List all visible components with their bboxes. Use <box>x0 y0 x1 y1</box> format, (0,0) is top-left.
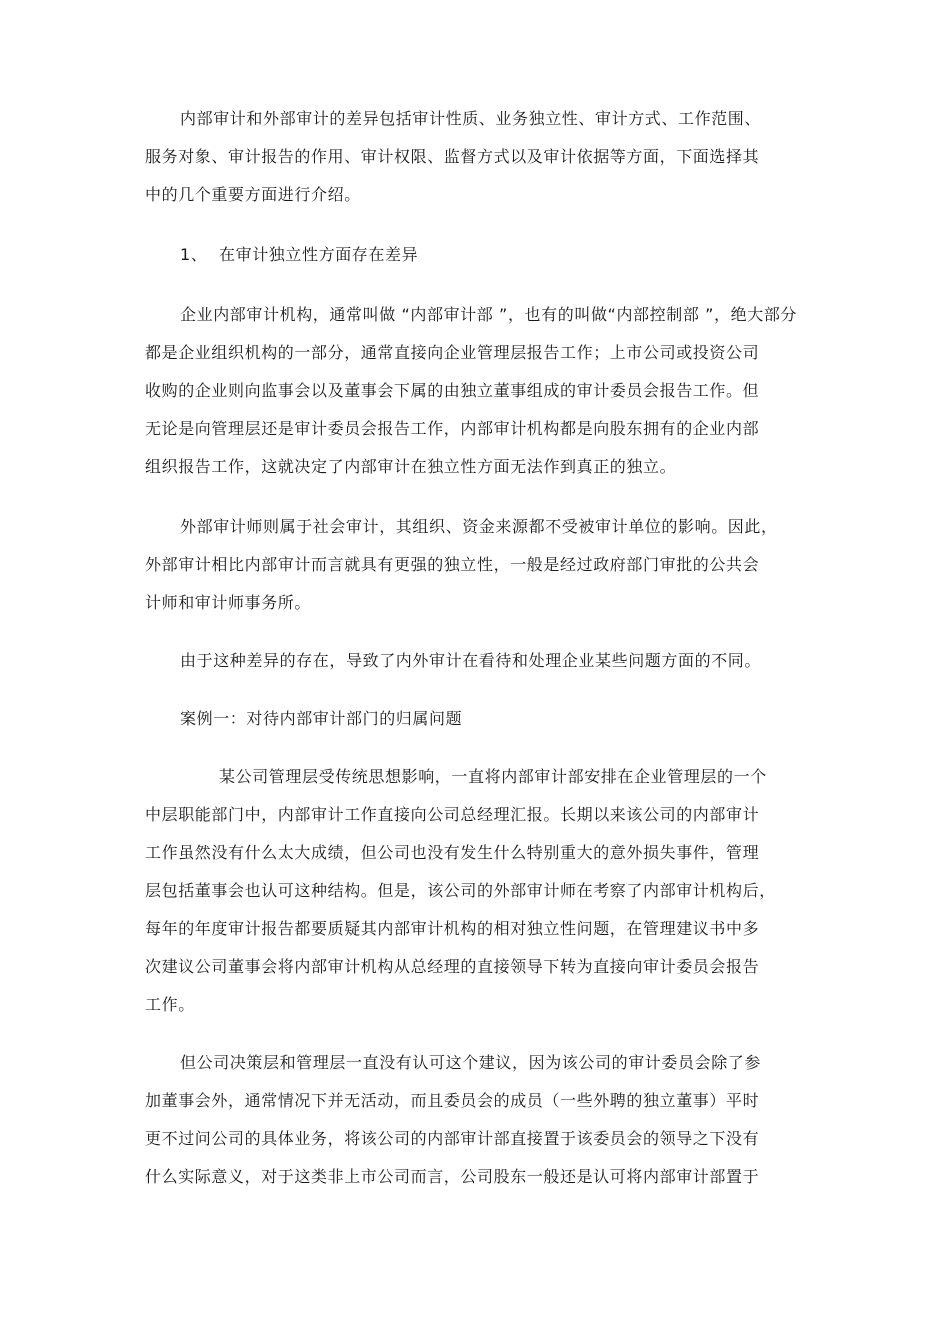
paragraph-line: 加董事会外，通常情况下并无活动，而且委员会的成员（一些外聘的独立董事）平时 <box>145 1091 760 1110</box>
paragraph-line: 每年的年度审计报告都要质疑其内部审计机构的相对独立性问题，在管理建议书中多 <box>145 919 760 938</box>
paragraph-line: 计师和审计师事务所。 <box>145 593 312 612</box>
case-heading: 案例一：对待内部审计部门的归属问题 <box>180 709 463 728</box>
paragraph-line: 外部审计相比内部审计而言就具有更强的独立性，一般是经过政府部门审批的公共会 <box>145 555 760 574</box>
paragraph-line: 企业内部审计机构，通常叫做 “内部审计部 ”，也有的叫做“内部控制部 ”，绝大部分 <box>180 305 798 324</box>
section-heading: 在审计独立性方面存在差异 <box>219 245 419 264</box>
paragraph-line: 层包括董事会也认可这种结构。但是，该公司的外部审计师在考察了内部审计机构后， <box>145 881 776 900</box>
paragraph-line: 工作虽然没有什么太大成绩，但公司也没有发生什么特别重大的意外损失事件，管理 <box>145 843 760 862</box>
paragraph-line: 中层职能部门中，内部审计工作直接向公司总经理汇报。长期以来该公司的内部审计 <box>145 805 760 824</box>
paragraph-line: 但公司决策层和管理层一直没有认可这个建议，因为该公司的审计委员会除了参 <box>180 1053 762 1072</box>
paragraph-line: 都是企业组织机构的一部分，通常直接向企业管理层报告工作；上市公司或投资公司 <box>145 343 760 362</box>
paragraph-line: 由于这种差异的存在，导致了内外审计在看待和处理企业某些问题方面的不同。 <box>180 651 762 670</box>
paragraph-line: 更不过问公司的具体业务，将该公司的内部审计部直接置于该委员会的领导之下没有 <box>145 1129 760 1148</box>
paragraph-line: 收购的企业则向监事会以及董事会下属的由独立董事组成的审计委员会报告工作。但 <box>145 381 760 400</box>
paragraph-line: 什么实际意义，对于这类非上市公司而言，公司股东一般还是认可将内部审计部置于 <box>145 1167 760 1186</box>
intro-line: 内部审计和外部审计的差异包括审计性质、业务独立性、审计方式、工作范围、 <box>180 109 762 128</box>
paragraph-line: 某公司管理层受传统思想影响，一直将内部审计部安排在企业管理层的一个 <box>219 767 767 786</box>
paragraph-line: 次建议公司董事会将内部审计机构从总经理的直接领导下转为直接向审计委员会报告 <box>145 957 760 976</box>
paragraph-line: 外部审计师则属于社会审计，其组织、资金来源都不受被审计单位的影响。因此， <box>180 517 778 536</box>
section-number: 1、 <box>180 245 208 264</box>
paragraph-line: 无论是向管理层还是审计委员会报告工作，内部审计机构都是向股东拥有的企业内部 <box>145 419 760 438</box>
intro-line: 服务对象、审计报告的作用、审计权限、监督方式以及审计依据等方面，下面选择其 <box>145 147 760 166</box>
intro-line: 中的几个重要方面进行介绍。 <box>145 185 361 204</box>
paragraph-line: 工作。 <box>145 995 195 1014</box>
paragraph-line: 组织报告工作，这就决定了内部审计在独立性方面无法作到真正的独立。 <box>145 457 677 476</box>
